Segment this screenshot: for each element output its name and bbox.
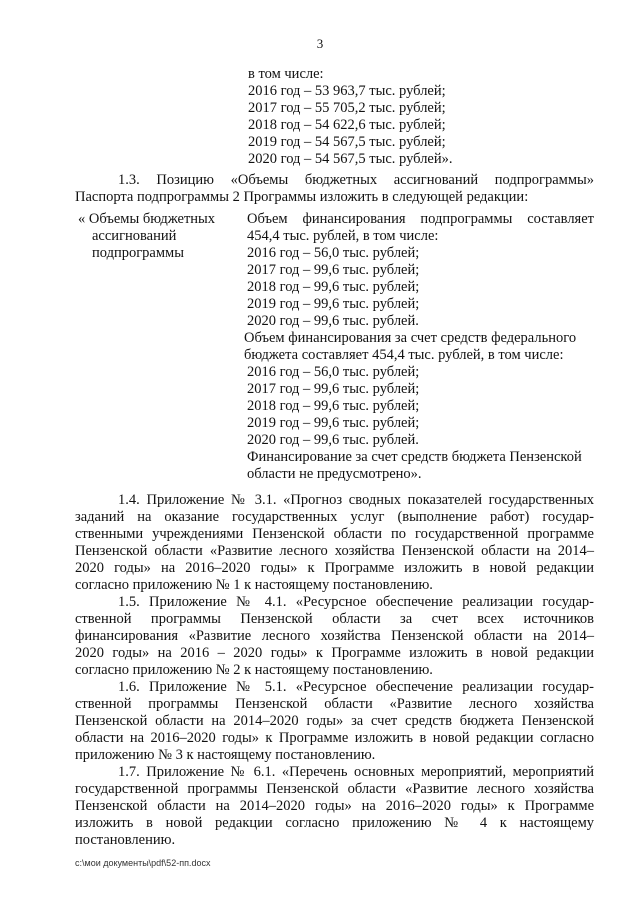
passport-label-3: подпрограммы bbox=[92, 245, 184, 261]
passport-regional-line1: Финансирование за счет средств бюджета Пензенской bbox=[247, 449, 582, 465]
item-1-5-line2: ственной программы Пензенской области за счет всех источников bbox=[75, 611, 594, 627]
passport-label-1: « Объемы бюджетных bbox=[78, 211, 216, 227]
item-1-4-line3: ственными учреждениями Пензенской области по государственной программе bbox=[75, 526, 594, 542]
passport-total-2018: 2018 год – 99,6 тыс. рублей; bbox=[247, 279, 420, 295]
top-year-2017: 2017 год – 55 705,2 тыс. рублей; bbox=[248, 100, 446, 116]
passport-total-line1: Объем финансирования подпрограммы составляет bbox=[247, 211, 594, 227]
item-1-7-line2: государственной программы Пензенской области «Развитие лесного хозяйства bbox=[75, 781, 594, 797]
passport-total-2020: 2020 год – 99,6 тыс. рублей. bbox=[247, 313, 419, 329]
passport-federal-2019: 2019 год – 99,6 тыс. рублей; bbox=[247, 415, 420, 431]
passport-federal-2018: 2018 год – 99,6 тыс. рублей; bbox=[247, 398, 420, 414]
item-1-5-line3: финансирования «Развитие лесного хозяйства Пензенской области на 2014– bbox=[75, 628, 594, 644]
passport-federal-line2: бюджета составляет 454,4 тыс. рублей, в том числе: bbox=[244, 347, 564, 363]
passport-federal-2017: 2017 год – 99,6 тыс. рублей; bbox=[247, 381, 420, 397]
item-1-4-line6: согласно приложению № 1 к настоящему постановлению. bbox=[75, 577, 433, 593]
item-1-6-line1: 1.6. Приложение № 5.1. «Ресурсное обеспечение реализации государ- bbox=[118, 679, 594, 695]
item-1-3-line2: Паспорта подпрограммы 2 Программы изложить в следующей редакции: bbox=[75, 189, 529, 205]
top-year-2019: 2019 год – 54 567,5 тыс. рублей; bbox=[248, 134, 446, 150]
top-intro: в том числе: bbox=[248, 66, 324, 82]
item-1-6-line2: ственной программы Пензенской области «Развитие лесного хозяйства bbox=[75, 696, 594, 712]
item-1-5-line4: 2020 годы» на 2016 – 2020 годы» к Программе изложить в новой редакции bbox=[75, 645, 594, 661]
footer-file-path: c:\мои документы\pdf\52-пп.docx bbox=[75, 858, 211, 868]
passport-federal-line1: Объем финансирования за счет средств федерального bbox=[244, 330, 577, 346]
item-1-7-line1: 1.7. Приложение № 6.1. «Перечень основных мероприятий, мероприятий bbox=[118, 764, 594, 780]
item-1-5-line1: 1.5. Приложение № 4.1. «Ресурсное обеспечение реализации государ- bbox=[118, 594, 594, 610]
passport-regional-line2: области не предусмотрено». bbox=[247, 466, 422, 482]
item-1-6-line4: области на 2016–2020 годы» к Программе изложить в новой редакции согласно bbox=[75, 730, 594, 746]
item-1-4-line4: Пензенской области «Развитие лесного хозяйства Пензенской области на 2014– bbox=[75, 543, 594, 559]
passport-total-2016: 2016 год – 56,0 тыс. рублей; bbox=[247, 245, 420, 261]
item-1-5-line5: согласно приложению № 2 к настоящему постановлению. bbox=[75, 662, 433, 678]
item-1-6-line3: Пензенской области на 2014–2020 годы» за счет средств бюджета Пензенской bbox=[75, 713, 594, 729]
item-1-7-line5: постановлению. bbox=[75, 832, 176, 848]
top-year-2020: 2020 год – 54 567,5 тыс. рублей». bbox=[248, 151, 453, 167]
top-year-2016: 2016 год – 53 963,7 тыс. рублей; bbox=[248, 83, 446, 99]
top-year-2018: 2018 год – 54 622,6 тыс. рублей; bbox=[248, 117, 446, 133]
passport-total-line2: 454,4 тыс. рублей, в том числе: bbox=[247, 228, 439, 244]
item-1-7-line3: Пензенской области на 2014–2020 годы» на 2016–2020 годы» к Программе bbox=[75, 798, 594, 814]
page-number: 3 bbox=[316, 36, 324, 51]
passport-federal-2016: 2016 год – 56,0 тыс. рублей; bbox=[247, 364, 420, 380]
passport-label-2: ассигнований bbox=[92, 228, 177, 244]
item-1-4-line2: заданий на оказание государственных услуг (выполнение работ) государ- bbox=[75, 509, 594, 525]
item-1-6-line5: приложению № 3 к настоящему постановлению. bbox=[75, 747, 376, 763]
item-1-4-line5: 2020 годы» на 2016–2020 годы» к Программе изложить в новой редакции bbox=[75, 560, 594, 576]
passport-total-2019: 2019 год – 99,6 тыс. рублей; bbox=[247, 296, 420, 312]
item-1-7-line4: изложить в новой редакции согласно приложению № 4 к настоящему bbox=[75, 815, 594, 831]
item-1-3-line1: 1.3. Позицию «Объемы бюджетных ассигнований подпрограммы» bbox=[118, 172, 594, 188]
passport-total-2017: 2017 год – 99,6 тыс. рублей; bbox=[247, 262, 420, 278]
passport-federal-2020: 2020 год – 99,6 тыс. рублей. bbox=[247, 432, 419, 448]
item-1-4-line1: 1.4. Приложение № 3.1. «Прогноз сводных показателей государственных bbox=[118, 492, 594, 508]
